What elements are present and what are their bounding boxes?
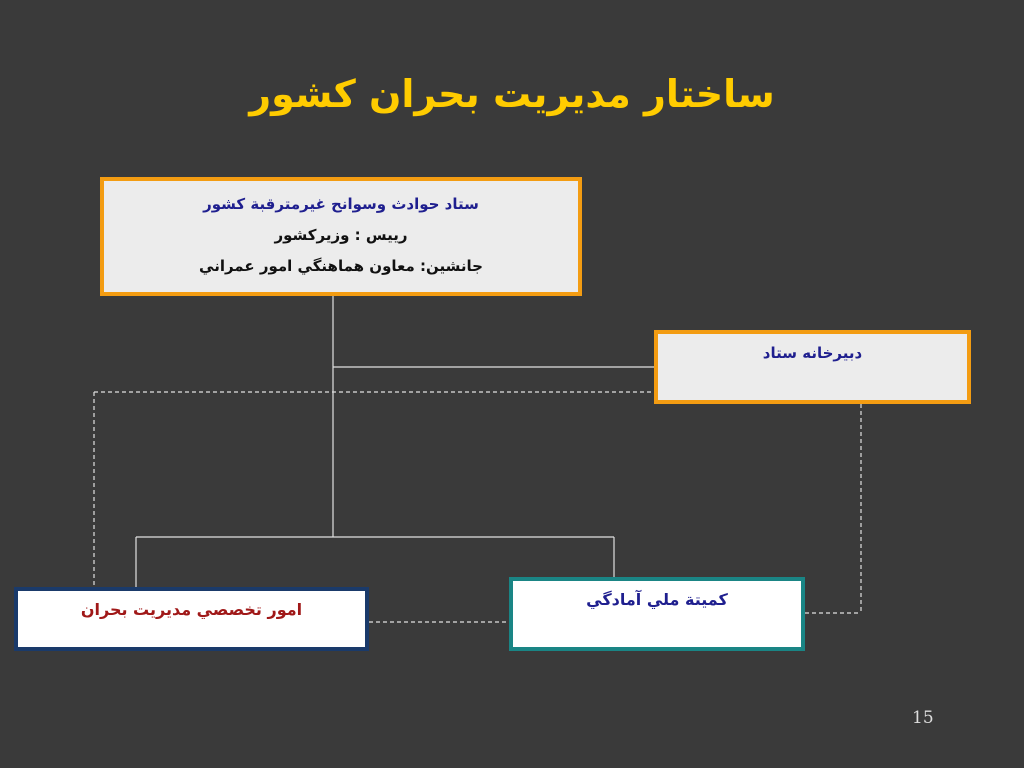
secretariat-box (654, 330, 971, 404)
hq-deputy: جانشين: معاون هماهنگي امور عمراني (199, 257, 483, 275)
national-committee-label: كميتة ملي آمادگي (586, 590, 728, 609)
crisis-affairs-box (14, 587, 369, 651)
national-committee-box (509, 577, 805, 651)
secretariat-label: دبيرخانه ستاد (762, 344, 863, 362)
hq-name: ستاد حوادث وسوانح غيرمترقبة كشور (203, 195, 479, 213)
page-number: 15 (912, 708, 934, 728)
slide-title: ساختار مديريت بحران كشور (249, 72, 775, 116)
crisis-affairs-label: امور تخصصي مديريت بحران (80, 600, 303, 619)
hq-box (100, 177, 582, 296)
hq-head: رييس : وزيركشور (274, 226, 408, 244)
